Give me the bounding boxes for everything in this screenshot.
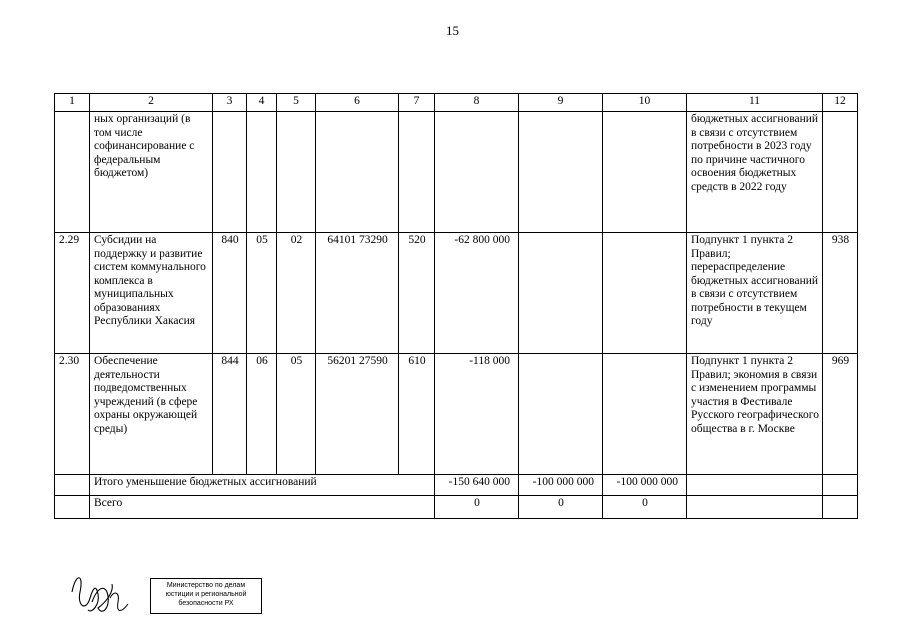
row-number: 2.29	[55, 233, 90, 354]
column-header: 7	[399, 94, 435, 112]
stamp-line: безопасности РХ	[178, 600, 234, 607]
code-cell	[399, 112, 435, 233]
column-header: 10	[603, 94, 687, 112]
amount-cell: -100 000 000	[603, 475, 687, 496]
justification-cell	[687, 475, 823, 496]
amount-cell: 0	[603, 496, 687, 519]
code-cell: 610	[399, 354, 435, 475]
code-cell	[247, 112, 277, 233]
row-description: Обеспечение деятельности подведомственных учреждений (в сфере охраны окружающей среды)	[90, 354, 213, 475]
column-header: 11	[687, 94, 823, 112]
row-number	[55, 496, 90, 519]
table-row	[55, 112, 858, 233]
grand-total-row	[55, 496, 858, 519]
column-header: 3	[213, 94, 247, 112]
code-cell	[213, 112, 247, 233]
column-header: 6	[316, 94, 399, 112]
ref-cell: 938	[823, 233, 858, 354]
amount-cell: -150 640 000	[435, 475, 519, 496]
ref-cell	[823, 475, 858, 496]
amount-cell: -118 000	[435, 354, 519, 475]
amount-cell	[603, 112, 687, 233]
column-header: 2	[90, 94, 213, 112]
stamp-line: юстиции и региональной	[165, 591, 247, 598]
code-cell: 64101 73290	[316, 233, 399, 354]
amount-cell: 0	[519, 496, 603, 519]
column-header: 1	[55, 94, 90, 112]
total-decrease-label: Итого уменьшение бюджетных ассигнований	[90, 475, 435, 496]
budget-table	[54, 93, 858, 519]
total-decrease-row	[55, 475, 858, 496]
amount-cell	[603, 354, 687, 475]
amount-cell	[519, 233, 603, 354]
justification-cell	[687, 496, 823, 519]
table-row	[55, 233, 858, 354]
amount-cell	[519, 354, 603, 475]
column-header: 5	[277, 94, 316, 112]
row-description: Субсидии на поддержку и развитие систем коммунального комплекса в муниципальных образованиях Республики Хакасия	[90, 233, 213, 354]
ministry-stamp	[150, 578, 262, 614]
justification-cell: бюджетных ассигнований в связи с отсутствием потребности в 2023 году по причине частичного освоения бюджетных средств в 2022 году	[687, 112, 823, 233]
justification-cell: Подпункт 1 пункта 2 Правил; перераспределение бюджетных ассигнований в связи с отсутствием потребности в текущем году	[687, 233, 823, 354]
ref-cell: 969	[823, 354, 858, 475]
code-cell: 840	[213, 233, 247, 354]
row-number	[55, 112, 90, 233]
column-header: 9	[519, 94, 603, 112]
code-cell: 05	[247, 233, 277, 354]
ref-cell	[823, 112, 858, 233]
amount-cell	[519, 112, 603, 233]
amount-cell: 0	[435, 496, 519, 519]
ref-cell	[823, 496, 858, 519]
code-cell: 06	[247, 354, 277, 475]
row-description: ных организаций (в том числе софинансирование с федеральным бюджетом)	[90, 112, 213, 233]
row-number: 2.30	[55, 354, 90, 475]
table-row	[55, 354, 858, 475]
column-header: 4	[247, 94, 277, 112]
stamp-line: Министерство по делам	[166, 582, 246, 589]
code-cell	[277, 112, 316, 233]
column-header: 8	[435, 94, 519, 112]
code-cell: 56201 27590	[316, 354, 399, 475]
table-header-row	[55, 94, 858, 112]
justification-cell: Подпункт 1 пункта 2 Правил; экономия в связи с изменением программы участия в Фестивале Русского географического общества в г. Москве	[687, 354, 823, 475]
amount-cell	[603, 233, 687, 354]
amount-cell: -100 000 000	[519, 475, 603, 496]
grand-total-label: Всего	[90, 496, 435, 519]
code-cell: 05	[277, 354, 316, 475]
code-cell: 520	[399, 233, 435, 354]
code-cell: 844	[213, 354, 247, 475]
page-number: 15	[446, 23, 459, 38]
column-header: 12	[823, 94, 858, 112]
code-cell	[316, 112, 399, 233]
code-cell: 02	[277, 233, 316, 354]
amount-cell: -62 800 000	[435, 233, 519, 354]
amount-cell	[435, 112, 519, 233]
row-number	[55, 475, 90, 496]
handwritten-signature	[62, 562, 142, 622]
